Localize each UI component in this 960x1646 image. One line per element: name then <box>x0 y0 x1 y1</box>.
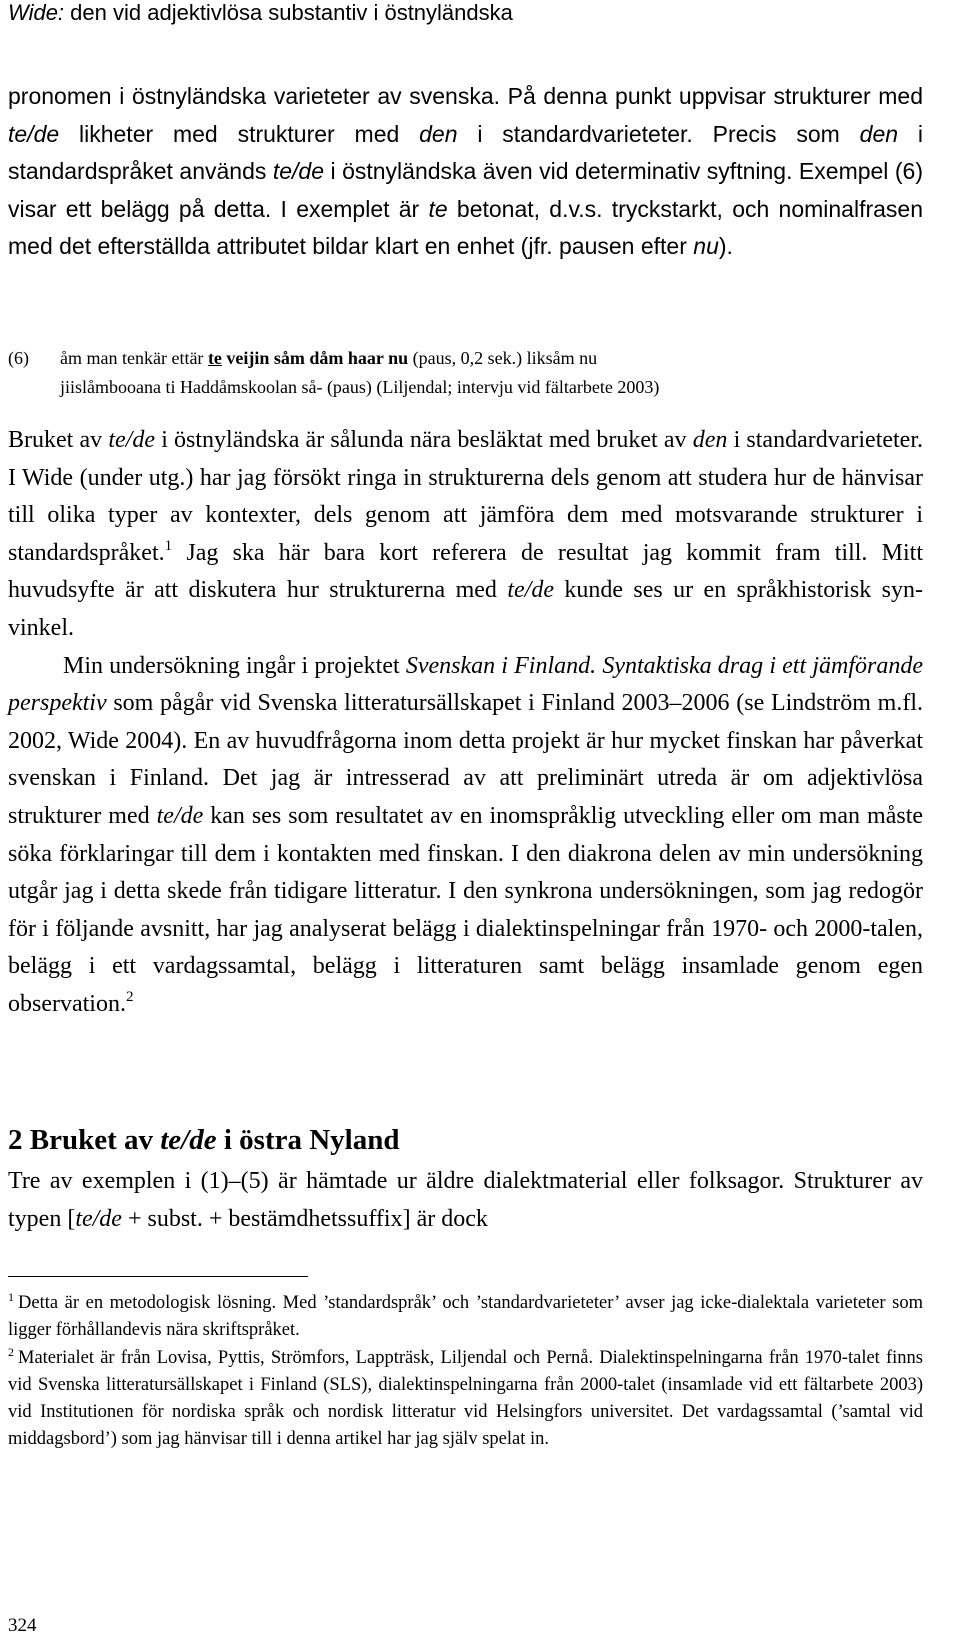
running-head-author: Wide: <box>8 0 65 25</box>
text-run: ). <box>718 233 733 259</box>
emphasis: te <box>428 195 448 222</box>
text-run: i östnyländska även vid determinativ syftning. Exempel (6) visar ett belägg på detta. I exemplet är <box>8 158 924 222</box>
footnote-ref-1[interactable]: 1 <box>164 537 173 554</box>
body-text <box>8 422 923 1024</box>
example-line-1 <box>8 344 923 373</box>
text-run: Bruket av <box>8 427 109 453</box>
text-run: i standardspråket används <box>8 120 923 184</box>
text-run: i östnyländska är sålunda nära besläktat med bruket av <box>155 427 693 453</box>
example-number: (6) <box>8 348 29 368</box>
heading-text: 2 Bruket av <box>8 1124 161 1156</box>
text-run: kunde ses ur en språkhistorisk synvinkel. <box>8 577 923 641</box>
footnote-1 <box>8 1290 923 1345</box>
text-run: likheter med strukturer med <box>59 120 420 147</box>
footnote-2 <box>8 1345 923 1454</box>
emphasis: te/de <box>156 802 204 829</box>
text-run: Min undersökning ingår i projektet <box>63 652 406 679</box>
stressed-word: te <box>207 348 222 368</box>
section-paragraph <box>8 1162 923 1238</box>
running-head <box>8 0 513 26</box>
footnote-rule <box>8 1276 308 1277</box>
footnote-number: 1 <box>8 1290 14 1304</box>
text-run: betonat, d.v.s. tryckstarkt, och nominalfrasen med det efterställda attributet bildar klart en enhet (jfr. pausen efter <box>8 195 923 259</box>
text-run: kan ses som resultatet av en inomspråklig utveckling eller om man måste söka förklaringar till dem i kontakten med finskan. I den diakrona delen av min undersökning utgår jag i detta skede från tidigare litteratur. I den synkrona undersökningen, som jag redogör för i följande avsnitt, har jag analyserat belägg i dialektinspelningar från 1970- och 2000-talen, belägg i ett vardagssamtal, belägg i litteraturen samt belägg insamlade genom egen observation. <box>8 802 924 1017</box>
running-head-title: den vid adjektivlösa substantiv i östnyländska <box>70 0 513 25</box>
emphasis: te/de <box>272 158 325 184</box>
emphasis: nu <box>693 233 719 259</box>
example-text: (paus, 0,2 sek.) liksåm nu <box>408 348 598 368</box>
page-number: 324 <box>8 1615 37 1636</box>
example-line-2: jiislåmbooana ti Haddåmskoolan så- (paus) (Liljendal; intervju vid fältarbete 2003) <box>60 377 660 397</box>
footnotes <box>8 1290 923 1454</box>
emphasis: te/de <box>75 1206 122 1232</box>
text-run: Tre av exemplen i (1)–(5) är hämtade ur äldre dialektmaterial eller folksagor. Strukturer av typen [ <box>8 1168 923 1232</box>
example-text: åm man tenkär ettär <box>60 348 208 368</box>
emphasis: te/de <box>8 120 60 147</box>
text-run: Jag ska här bara kort referera de resultat jag kommit fram till. Mitt huvudsyfte är att diskutera hur strukturerna med <box>8 539 923 604</box>
example-6 <box>8 344 923 402</box>
footnote-text: Detta är en metodologisk lösning. Med ’standardspråk’ och ’standardvarieteter’ avser jag icke-dialektala varieteter som ligger förhållandevis nära skriftspråket. <box>8 1293 923 1341</box>
footnote-text: Materialet är från Lovisa, Pyttis, Strömfors, Lappträsk, Liljendal och Pernå. Dialektinspelningarna från 1970-talet finns vid Svenska litteratursällskapet i Finland (SLS), dialektinspelningarna från 2000-talet (insamlade vid ett fältarbete 2003) vid Institutionen för nordiska språk och nordisk litteratur vid Helsingfors universitet. Det vardagssamtal (’samtal vid middagsbord’) som jag hänvisar till i denna artikel har jag själv spelat in. <box>8 1347 923 1450</box>
emphasis: den <box>692 427 728 453</box>
footnote-ref-2[interactable]: 2 <box>125 988 134 1005</box>
emphasis: te/de <box>507 577 554 604</box>
section-heading <box>8 1120 400 1160</box>
paragraph-1 <box>8 422 923 648</box>
heading-text: i östra Nyland <box>216 1124 400 1156</box>
emphasis: den <box>419 120 458 147</box>
example-bold-text: veijin såm dåm haar nu <box>221 348 409 368</box>
text-run: i standardvarieteter. I Wide (under utg.) har jag försökt ringa in strukturerna dels genom att studera hur de hänvisar till olika typer av kontexter, dels genom att jämföra dem med motsvarande strukturer i standardspråket. <box>8 427 923 566</box>
paragraph-2 <box>8 648 923 1024</box>
text-run: som pågår vid Svenska litteratursällskapet i Finland 2003–2006 (se Lindström m.fl. 2002, Wide 2004). En av huvudfrågorna inom detta projekt är hur mycket finskan har påverkat svenskan i Finland. Det jag är intresserad av att preliminärt utreda är om adjektivlösa strukturer med <box>8 690 923 829</box>
text-run: pronomen i östnyländska varieteter av svenska. På denna punkt uppvisar strukturer med <box>8 83 923 109</box>
emphasis: te/de <box>108 427 155 453</box>
text-run: i standardvarieteter. Precis som <box>457 120 860 147</box>
emphasis: den <box>859 120 899 147</box>
footnote-number: 2 <box>8 1344 14 1359</box>
heading-emphasis: te/de <box>160 1124 217 1156</box>
project-title: Svenskan i Finland. Syntaktiska drag i ett jämförande perspektiv <box>8 652 923 717</box>
intro-paragraph <box>8 78 923 266</box>
text-run: + subst. + bestämdhetssuffix] är dock <box>121 1206 488 1232</box>
